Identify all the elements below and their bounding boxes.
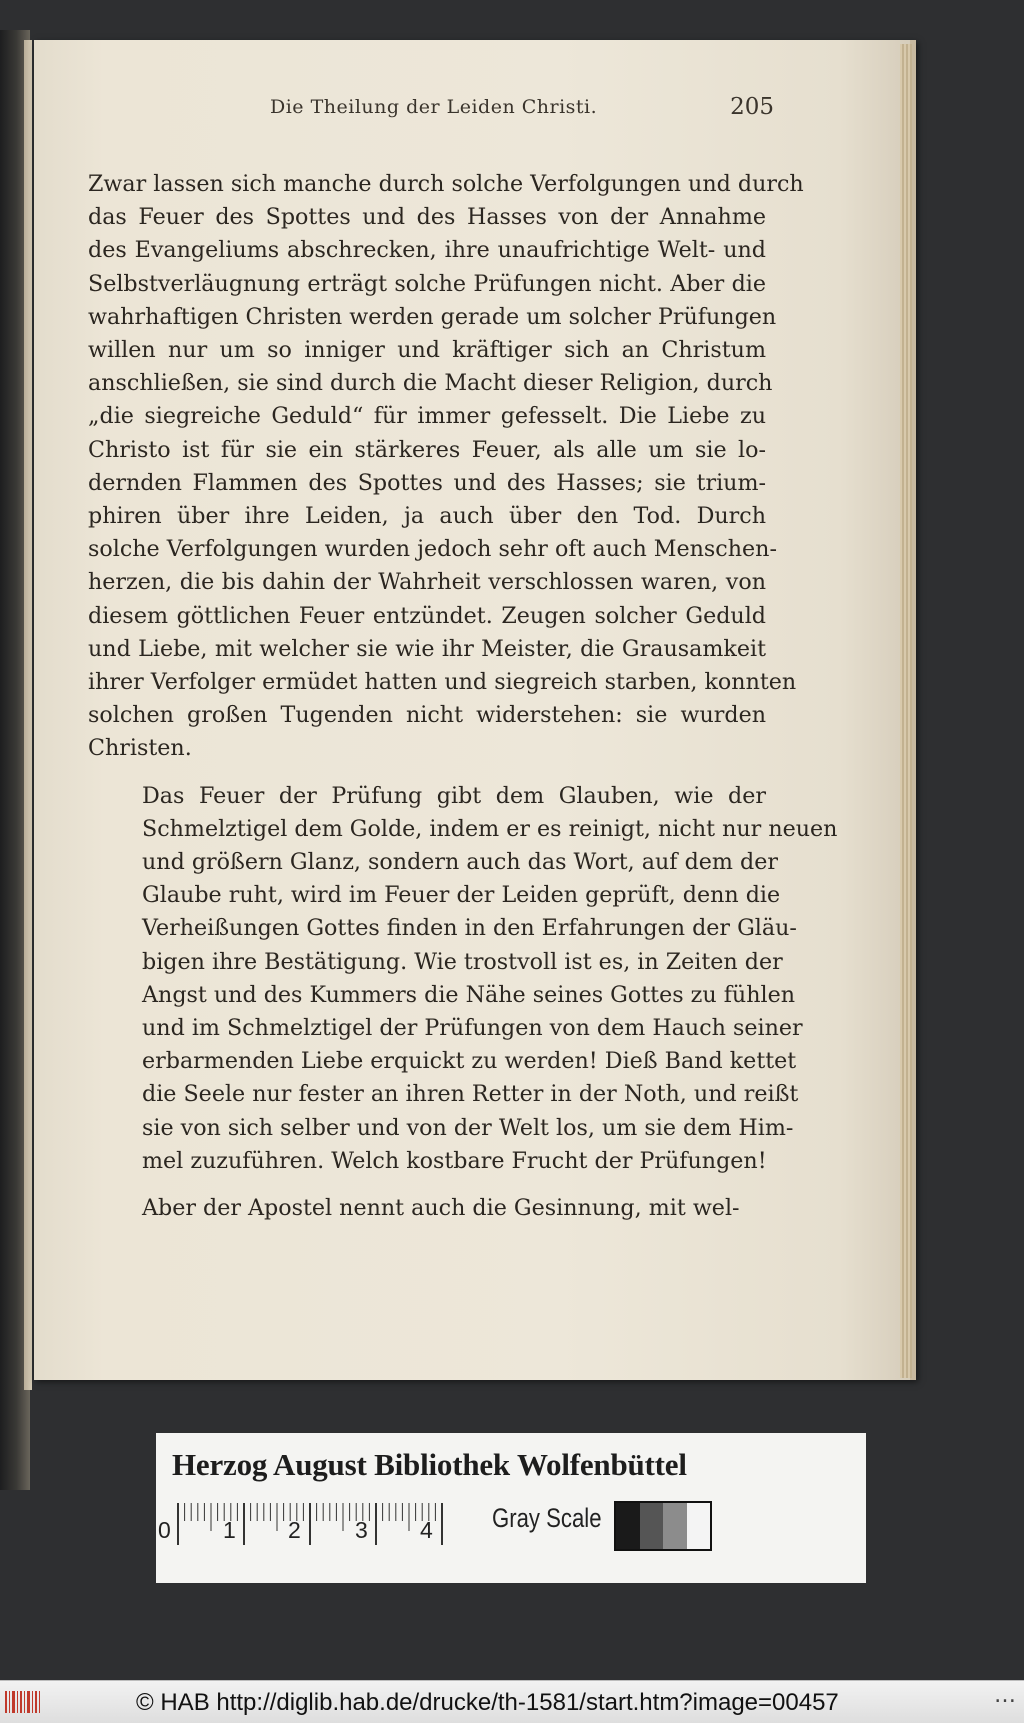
color-scale-card [156,1433,866,1583]
ruler-number: 0 [158,1517,171,1543]
gray-swatch [616,1503,640,1549]
gray-swatch [663,1503,687,1549]
text-line: Glaube ruht, wird im Feuer der Leiden geprüft, denn die [142,882,781,909]
paragraph [88,168,804,766]
text-line: des Evangeliums abschrecken, ihre unaufrichtige Welt- und [88,237,766,264]
ruler-number: 3 [355,1517,368,1543]
previous-page-edge [24,40,32,1390]
text-line: Schmelztigel dem Golde, indem er es reinigt, nicht nur neuen [142,815,838,842]
gray-swatch [687,1503,711,1549]
text-line: die Seele nur fester an ihren Retter in der Noth, und reißt [142,1081,799,1108]
gray-scale-swatches [614,1501,712,1551]
text-line: Angst und des Kummers die Nähe seines Gottes zu fühlen [142,981,796,1008]
text-line: und Liebe, mit welcher sie wie ihr Meister, die Grausamkeit [88,635,766,662]
text-line: Selbstverläugnung erträgt solche Prüfungen nicht. Aber die [88,270,766,297]
text-line: Zwar lassen sich manche durch solche Verfolgungen und durch [88,171,804,197]
text-line: wahrhaftigen Christen werden gerade um solcher Prüfungen [88,303,777,330]
library-name: Herzog August Bibliothek Wolfenbüttel [172,1447,687,1482]
paragraph [88,1192,766,1225]
status-bar [0,1680,1024,1723]
text-line: diesem göttlichen Feuer entzündet. Zeugen solcher Geduld [88,602,766,629]
text-line: erbarmenden Liebe erquickt zu werden! Dieß Band kettet [142,1048,797,1075]
text-line: herzen, die bis dahin der Wahrheit verschlossen waren, von [88,569,766,596]
text-line: Christen. [88,735,192,762]
text-line: „die siegreiche Geduld“ für immer gefesselt. Die Liebe zu [88,403,766,430]
page-stack-edge [900,44,912,1378]
gray-scale-label: Gray Scale [492,1503,602,1533]
text-line: dernden Flammen des Spottes und des Hasses; sie trium- [88,469,766,496]
gray-swatch [640,1503,664,1549]
text-line: phiren über ihre Leiden, ja auch über den Tod. Durch [88,503,766,530]
text-line: willen nur um so inniger und kräftiger sich an Christum [88,337,766,364]
barcode-icon [4,1689,44,1715]
text-line: und größern Glanz, sondern auch das Wort, auf dem der [142,849,778,876]
running-title: Die Theilung der Leiden Christi. [270,96,598,118]
text-line: Das Feuer der Prüfung gibt dem Glauben, wie der [142,782,766,809]
text-line: bigen ihre Bestätigung. Wie trostvoll ist es, in Zeiten der [142,948,783,975]
text-line: sie von sich selber und von der Welt los, um sie dem Him- [142,1114,794,1141]
page-number: 205 [730,94,774,120]
text-line: ihrer Verfolger ermüdet hatten und siegreich starben, konnten [88,669,797,696]
text-line: Christo ist für sie ein stärkeres Feuer, als alle um sie lo- [88,436,766,463]
ruler-number: 2 [288,1517,301,1543]
text-line: Aber der Apostel nennt auch die Gesinnung, mit wel- [142,1195,740,1222]
text-line: anschließen, sie sind durch die Macht dieser Religion, durch [88,370,773,397]
text-line: das Feuer des Spottes und des Hasses von der Annahme [88,204,766,231]
text-line: Verheißungen Gottes finden in den Erfahrungen der Gläu- [142,915,797,942]
paragraph [88,780,838,1178]
text-line: mel zuzuführen. Welch kostbare Frucht der Prüfungen! [142,1147,767,1174]
ruler-number: 4 [420,1517,433,1543]
text-line: und im Schmelztigel der Prüfungen von dem Hauch seiner [142,1015,803,1042]
text-line: solche Verfolgungen wurden jedoch sehr oft auch Menschen- [88,536,777,563]
source-url-link[interactable]: © HAB http://diglib.hab.de/drucke/th-1581/start.htm?image=00457 [136,1689,839,1716]
running-head [70,90,774,126]
page-body-text [88,168,838,1225]
ruler-number: 1 [223,1517,236,1543]
more-options-icon[interactable]: … [994,1683,1016,1708]
text-line: solchen großen Tugenden nicht widerstehen: sie wurden [88,702,766,729]
